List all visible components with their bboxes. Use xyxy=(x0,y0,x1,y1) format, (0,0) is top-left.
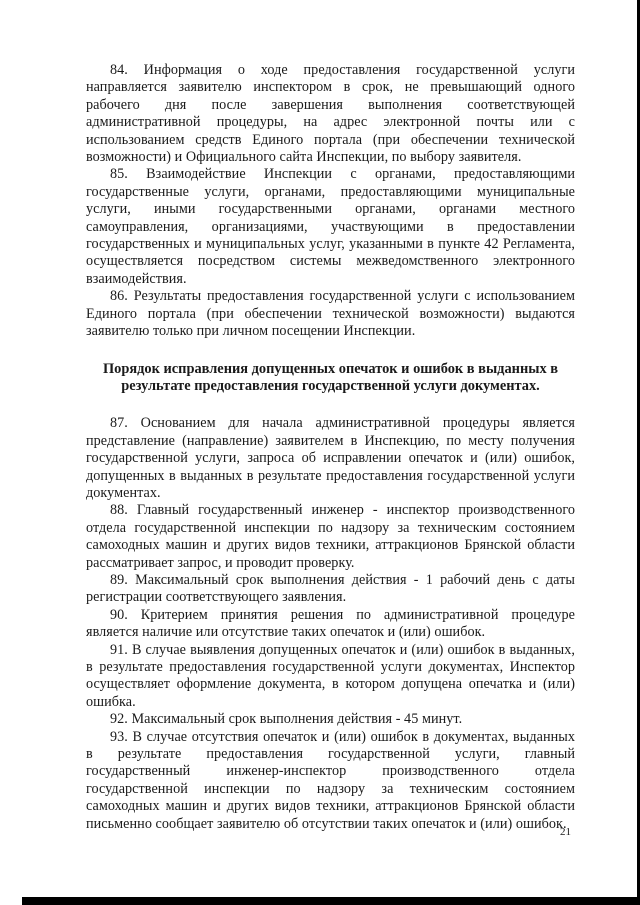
paragraph-88: 88. Главный государственный инженер - инспектор производственного отдела государственной инспекции по надзору за техническим состоянием самоходных машин и других видов техники, аттракционов Брянской области рассматривает запрос, и проводит проверку. xyxy=(86,502,575,571)
page-number: 21 xyxy=(560,826,571,838)
scan-border-bottom xyxy=(22,897,640,905)
paragraph-89: 89. Максимальный срок выполнения действия - 1 рабочий день с даты регистрации соответствующего заявления. xyxy=(86,571,575,606)
section-spacer xyxy=(86,395,575,415)
paragraph-91: 91. В случае выявления допущенных опечаток и (или) ошибок в выданных, в результате предоставления государственной услуги документах, Инспектор осуществляет оформление документа, в котором допущена опечатка и (или) ошибка. xyxy=(86,641,575,710)
paragraph-84: 84. Информация о ходе предоставления государственной услуги направляется заявителю инспектором в срок, не превышающий одного рабочего дня после завершения выполнения соответствующей административной процедуры, на адрес электронной почты или с использованием средств Единого портала (при обеспечении технической возможности) и Официального сайта Инспекции, по выбору заявителя. xyxy=(86,62,575,166)
paragraph-93: 93. В случае отсутствия опечаток и (или) ошибок в документах, выданных в результате предоставления государственной услуги, главный государственный инженер-инспектор производственного отдела государственной инспекции по надзору за техническим состоянием самоходных машин и других видов техники, аттракционов Брянской области письменно сообщает заявителю об отсутствии таких опечаток и (или) ошибок. xyxy=(86,728,575,832)
paragraph-86: 86. Результаты предоставления государственной услуги с использованием Единого портала (при обеспечении технической возможности) выдаются заявителю только при личном посещении Инспекции. xyxy=(86,288,575,340)
paragraph-90: 90. Критерием принятия решения по административной процедуре является наличие или отсутствие таких опечаток и (или) ошибок. xyxy=(86,606,575,641)
section-heading: Порядок исправления допущенных опечаток и ошибок в выданных в результате предоставления государственной услуги документах. xyxy=(102,360,559,394)
paragraph-87: 87. Основанием для начала административной процедуры является представление (направление) заявителем в Инспекцию, по месту получения государственной услуги, запроса об исправлении опечаток и (или) ошибок, допущенных в выданных в результате предоставления государственной услуги документах. xyxy=(86,415,575,501)
paragraph-85: 85. Взаимодействие Инспекции с органами, предоставляющими государственные услуги, органами, предоставляющими муниципальные услуги, иными государственными органами, органами местного самоуправления, организациями, участвующими в предоставлении государственных и муниципальных услуг, указанными в пункте 42 Регламента, осуществляется посредством системы межведомственного электронного взаимодействия. xyxy=(86,166,575,287)
paragraph-92: 92. Максимальный срок выполнения действия - 45 минут. xyxy=(110,711,463,728)
section-spacer xyxy=(86,341,575,361)
document-page xyxy=(86,62,575,833)
